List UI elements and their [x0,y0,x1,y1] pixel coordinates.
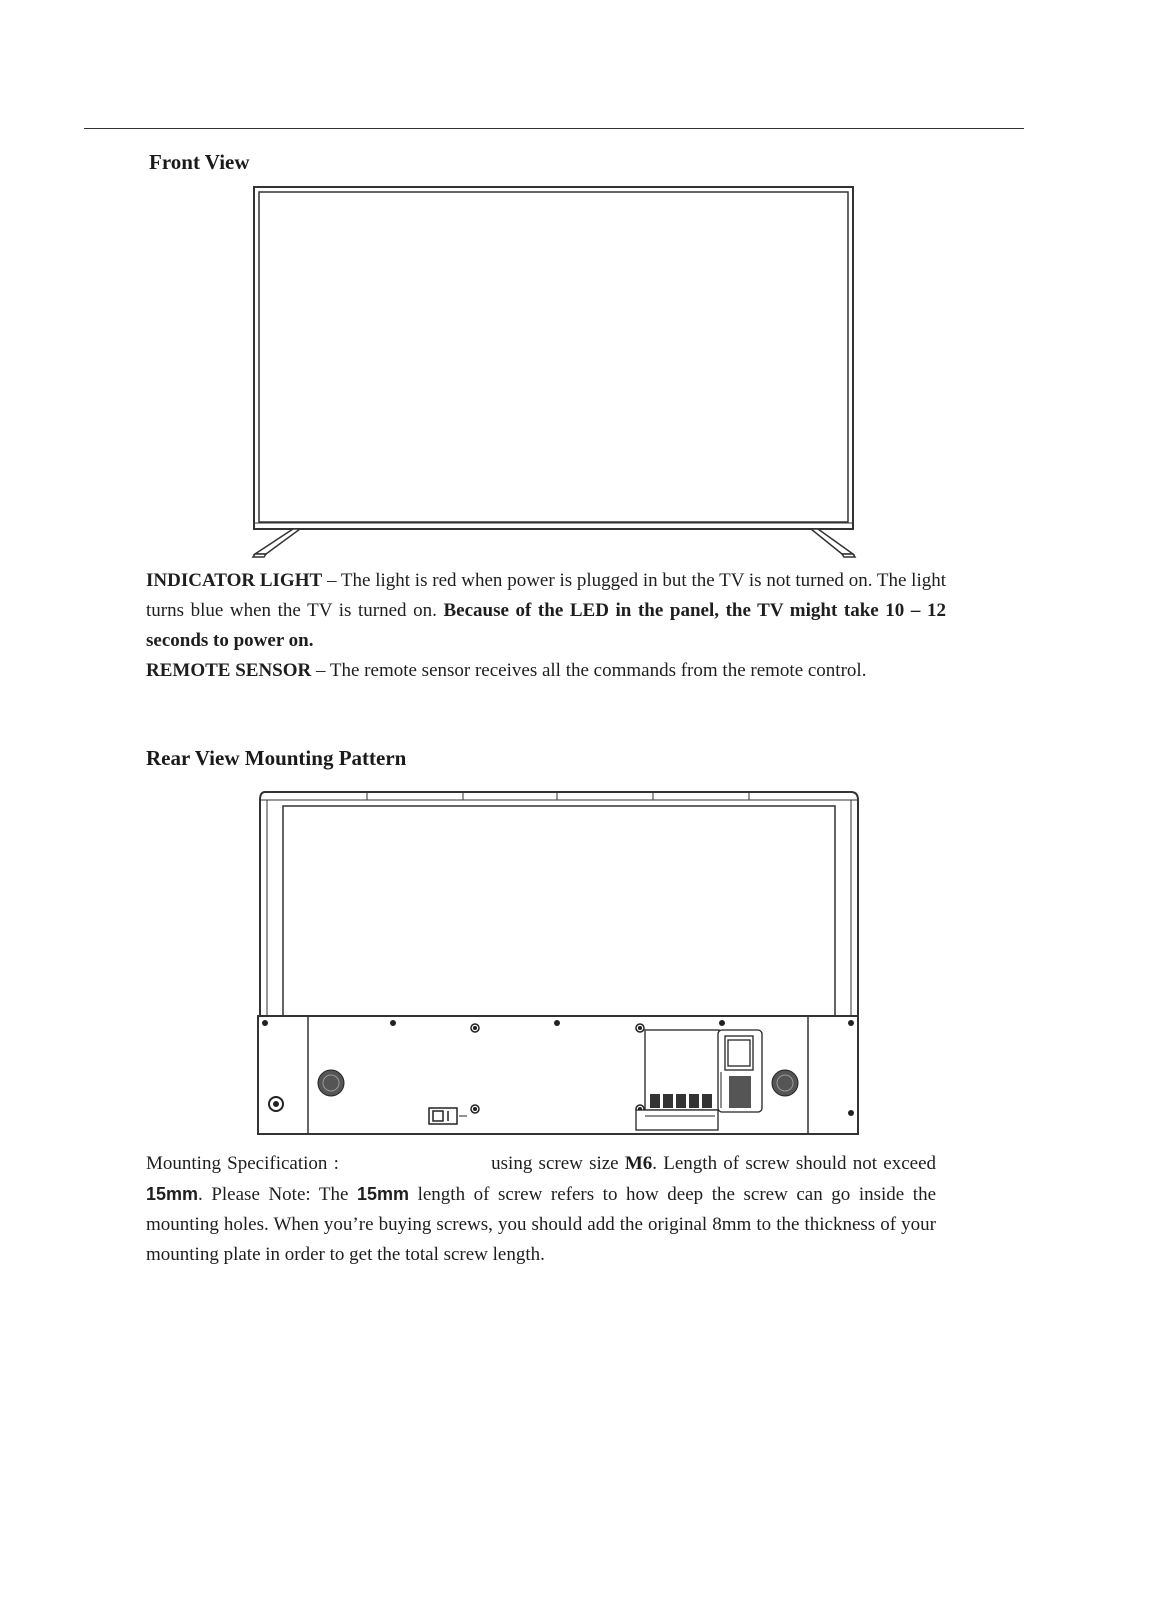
left-speaker-grille [318,1070,344,1096]
remote-sensor-text: – The remote sensor receives all the commands from the remote control. [315,660,867,681]
mounting-spec-text-1: using screw size [491,1153,619,1174]
front-view-tv-illustration [250,184,860,560]
indicator-light-paragraph [146,566,946,656]
remote-sensor-term: REMOTE SENSOR [146,660,312,681]
front-view-heading: Front View [149,150,250,174]
screw-length: 15mm [146,1184,199,1204]
mounting-specification-paragraph [146,1149,936,1270]
rear-electronics-panel [258,1016,858,1134]
right-speaker-grille [772,1070,798,1096]
mounting-spec-text-3: . Please Note: The [198,1184,349,1205]
indicator-light-bold-note: Because of the LED in the panel, the TV might take 10 – 12 seconds to power on. [146,600,947,651]
indicator-light-text: – The light is red when power is plugged in but the TV is not turned on. The light turns blue when the TV is turned on. [146,570,947,621]
mounting-spec-text-4: length of screw refers to how deep the screw can go inside the mounting holes. When you’re buying screws, you should add the original 8mm to the thickness of your mounting plate in order to get the total screw length. [146,1184,937,1265]
screw-length-note: 15mm [356,1184,410,1204]
mounting-spec-label: Mounting Specification : [146,1153,339,1174]
screw-size: M6 [624,1153,653,1174]
tv-screen [259,192,848,522]
mounting-spec-text-2: . Length of screw should not exceed [652,1153,937,1174]
remote-sensor-paragraph [146,656,946,686]
rear-casing-outline [260,792,858,1016]
right-stand-foot [811,529,855,557]
power-button [269,1097,283,1111]
rear-view-heading: Rear View Mounting Pattern [146,746,407,770]
rear-view-tv-illustration [255,786,867,1140]
header-rule [84,128,1024,129]
left-stand-foot [253,529,300,557]
indicator-light-term: INDICATOR LIGHT [146,570,323,591]
